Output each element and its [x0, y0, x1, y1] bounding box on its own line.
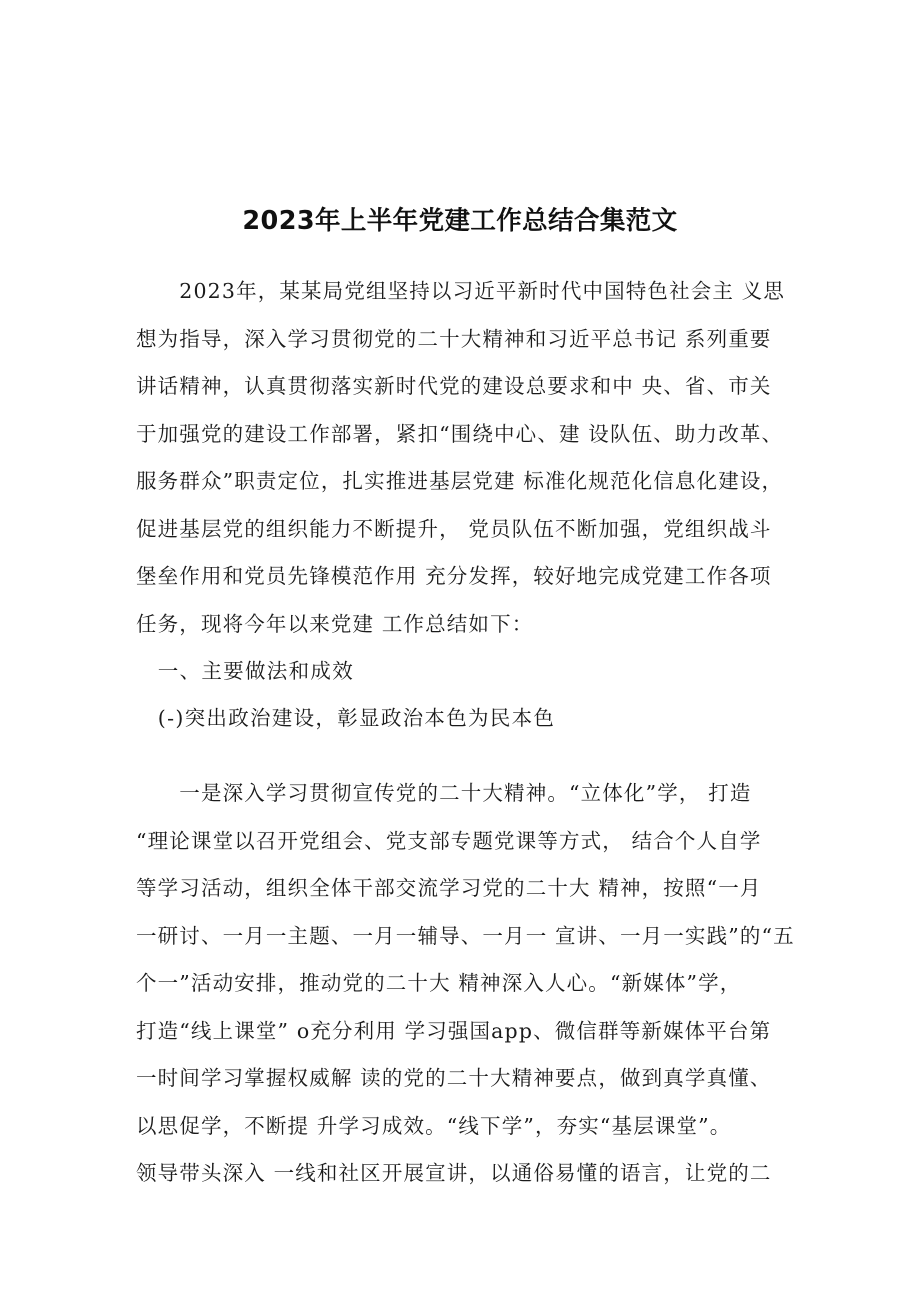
text-line: 堡垒作用和党员先锋模范作用 充分发挥，较好地完成党建工作各项	[136, 564, 772, 588]
text-line: 一是深入学习贯彻宣传党的二十大精神。“立体化”学， 打造	[136, 781, 752, 805]
text-line: 个一”活动安排，推动党的二十大 精神深入人心。“新媒体”学，	[136, 971, 742, 995]
text-line: 一研讨、一月一主题、一月一辅导、一月一 宣讲、一月一实践”的“五	[136, 923, 795, 948]
text-line: 任务，现将今年以来党建 工作总结如下：	[136, 611, 534, 636]
text-line: 促进基层党的组织能力不断提升， 党员队伍不断加强，党组织战斗	[136, 516, 772, 541]
text-line: 服务群众”职责定位，扎实推进基层党建 标准化规范化信息化建设，	[136, 469, 784, 493]
text-line: 于加强党的建设工作部署，紧扣“围绕中心、建 设队伍、助力改革、	[136, 421, 784, 446]
text-line: 讲话精神，认真贯彻落实新时代党的建设总要求和中 央、省、市关	[136, 374, 772, 398]
paragraph-study-twentieth-congress-spirit	[136, 770, 795, 1198]
text-line: 一时间学习掌握权威解 读的党的二十大精神要点，做到真学真懂、	[136, 1066, 772, 1090]
text-line: 想为指导，深入学习贯彻党的二十大精神和习近平总书记 系列重要	[136, 326, 772, 351]
text-line: 打造“线上课堂” o充分利用 学习强国app、微信群等新媒体平台第	[136, 1018, 772, 1043]
text-line: 领导带头深入 一线和社区开展宣讲，以通俗易懂的语言，让党的二	[136, 1161, 772, 1185]
text-line: 等学习活动，组织全体干部交流学习党的二十大 精神，按照“一月	[136, 876, 762, 900]
text-line: 一、主要做法和成效	[136, 659, 354, 683]
page-title: 2023年上半年党建工作总结合集范文	[242, 206, 678, 236]
text-line: (-)突出政治建设，彰显政治本色为民本色	[136, 706, 556, 730]
heading-political-construction	[136, 695, 784, 743]
text-line: 2023年，某某局党组坚持以习近平新时代中国特色社会主 义思	[136, 279, 785, 303]
paragraph-introduction	[136, 268, 784, 648]
heading-main-practices-and-results	[136, 648, 784, 696]
text-line: “理论课堂以召开党组会、党支部专题党课等方式， 结合个人自学	[136, 828, 762, 853]
text-line: 以思促学，不断提 升学习成效。“线下学”，夯实“基层课堂”。	[136, 1113, 732, 1138]
